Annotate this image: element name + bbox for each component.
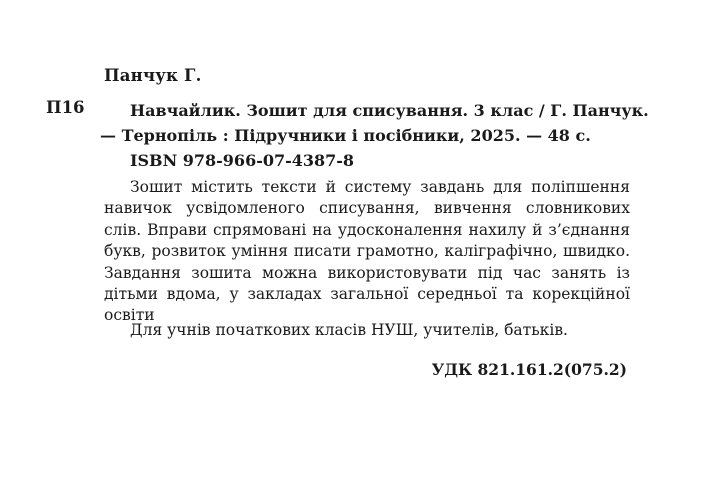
classification-code: П16 — [46, 98, 85, 117]
title-line: Навчайлик. Зошит для списування. 3 клас / Г. Панчук. — [130, 101, 649, 120]
author-name: Панчук Г. — [104, 66, 202, 85]
annotation-text: Зошит містить тексти й систему завдань для поліпшення навичок усвідомленого списування, вивчення словникових слів. Вправи спрямовані на удосконалення нахилу й з’єднання букв, розвиток уміння писати грамотно, каліграфічно, швидко. Завдання зошита можна використовувати під час занять із дітьми вдома, у закладах загальної середньої та корекційної освіти — [104, 178, 630, 325]
publication-line: — Тернопіль : Підручники і посібники, 2025. — 48 с. — [100, 126, 591, 145]
isbn-line: ISBN 978-966-07-4387-8 — [130, 151, 355, 170]
bibliographic-description — [100, 98, 649, 173]
udk-code: УДК 821.161.2(075.2) — [431, 360, 627, 379]
audience-text: Для учнів початкових класів НУШ, учителів, батьків. — [130, 321, 568, 339]
